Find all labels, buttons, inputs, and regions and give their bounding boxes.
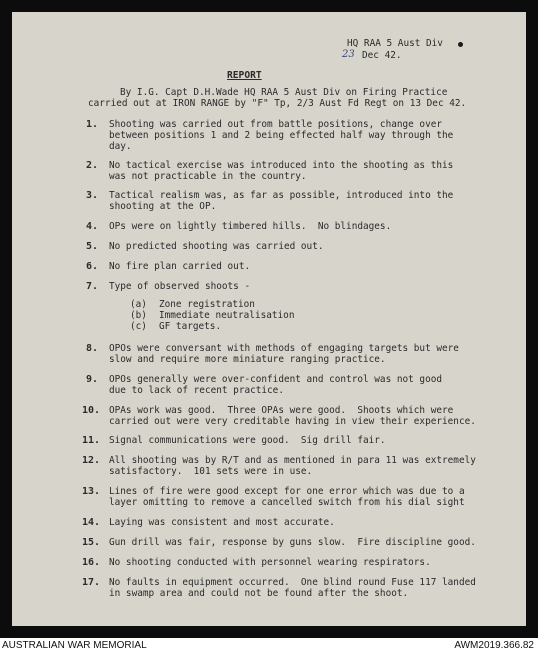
para-line: due to lack of recent practice. [109,385,284,396]
punch-hole-mark [458,42,463,47]
para-number: 14. [82,517,101,528]
para-number: 1. [86,119,99,130]
para-line: No shooting conducted with personnel wearing respirators. [109,557,431,568]
para-line: satisfactory. 101 sets were in use. [109,466,313,477]
document-page [12,12,526,626]
para-line: slow and require more miniature ranging practice. [109,354,386,365]
para-line: No fire plan carried out. [109,261,251,272]
para-number: 15. [82,537,101,548]
para-line: Tactical realism was, as far as possible, introduced into the [109,190,454,201]
document-title: REPORT [227,70,262,81]
subitem-text: GF targets. [159,321,222,332]
subitem-text: Zone registration [159,299,255,310]
para-line: day. [109,141,132,152]
para-line: OPs were on lightly timbered hills. No blindages. [109,221,392,232]
para-line: layer omitting to remove a cancelled switch from his dial sight [109,497,465,508]
subitem-label: (a) [130,299,147,310]
para-line: between positions 1 and 2 being effected half way through the [109,130,454,141]
para-line: OPOs generally were over-confident and control was not good [109,374,443,385]
header-date-handwritten: 23 [342,49,355,60]
para-number: 3. [86,190,99,201]
para-number: 8. [86,343,99,354]
para-line: Lines of fire were good except for one error which was due to a [109,486,465,497]
para-number: 10. [82,405,101,416]
footer-institution: AUSTRALIAN WAR MEMORIAL [2,640,147,651]
para-line: No faults in equipment occurred. One blind round Fuse 117 landed [109,577,476,588]
para-number: 4. [86,221,99,232]
para-number: 17. [82,577,101,588]
para-line: shooting at the OP. [109,201,217,212]
subitem-text: Immediate neutralisation [159,310,295,321]
para-line: Laying was consistent and most accurate. [109,517,335,528]
para-line: OPAs work was good. Three OPAs were good. Shoots which were [109,405,454,416]
para-number: 12. [82,455,101,466]
para-number: 13. [82,486,101,497]
para-line: was not practicable in the country. [109,171,307,182]
para-line: in swamp area and could not be found after the shoot. [109,588,409,599]
para-line: All shooting was by R/T and as mentioned in para 11 was extremely [109,455,476,466]
intro-line: carried out at IRON RANGE by "F" Tp, 2/3 Aust Fd Regt on 13 Dec 42. [88,98,467,109]
para-line: No tactical exercise was introduced into the shooting as this [109,160,454,171]
para-number: 16. [82,557,101,568]
para-number: 5. [86,241,99,252]
para-line: Signal communications were good. Sig drill fair. [109,435,386,446]
para-number: 9. [86,374,99,385]
para-number: 6. [86,261,99,272]
para-number: 11. [82,435,101,446]
header-unit: HQ RAA 5 Aust Div [347,38,443,49]
para-line: Shooting was carried out from battle positions, change over [109,119,443,130]
intro-line: By I.G. Capt D.H.Wade HQ RAA 5 Aust Div on Firing Practice [120,87,448,98]
header-date: Dec 42. [362,50,402,61]
subitem-label: (c) [130,321,147,332]
footer-accession-number: AWM2019.366.82 [454,640,534,651]
para-line: Type of observed shoots - [109,281,251,292]
para-line: OPOs were conversant with methods of engaging targets but were [109,343,459,354]
para-line: Gun drill was fair, response by guns slow. Fire discipline good. [109,537,476,548]
para-line: carried out were very creditable having in view their experience. [109,416,476,427]
para-number: 7. [86,281,99,292]
para-line: No predicted shooting was carried out. [109,241,324,252]
para-number: 2. [86,160,99,171]
subitem-label: (b) [130,310,147,321]
